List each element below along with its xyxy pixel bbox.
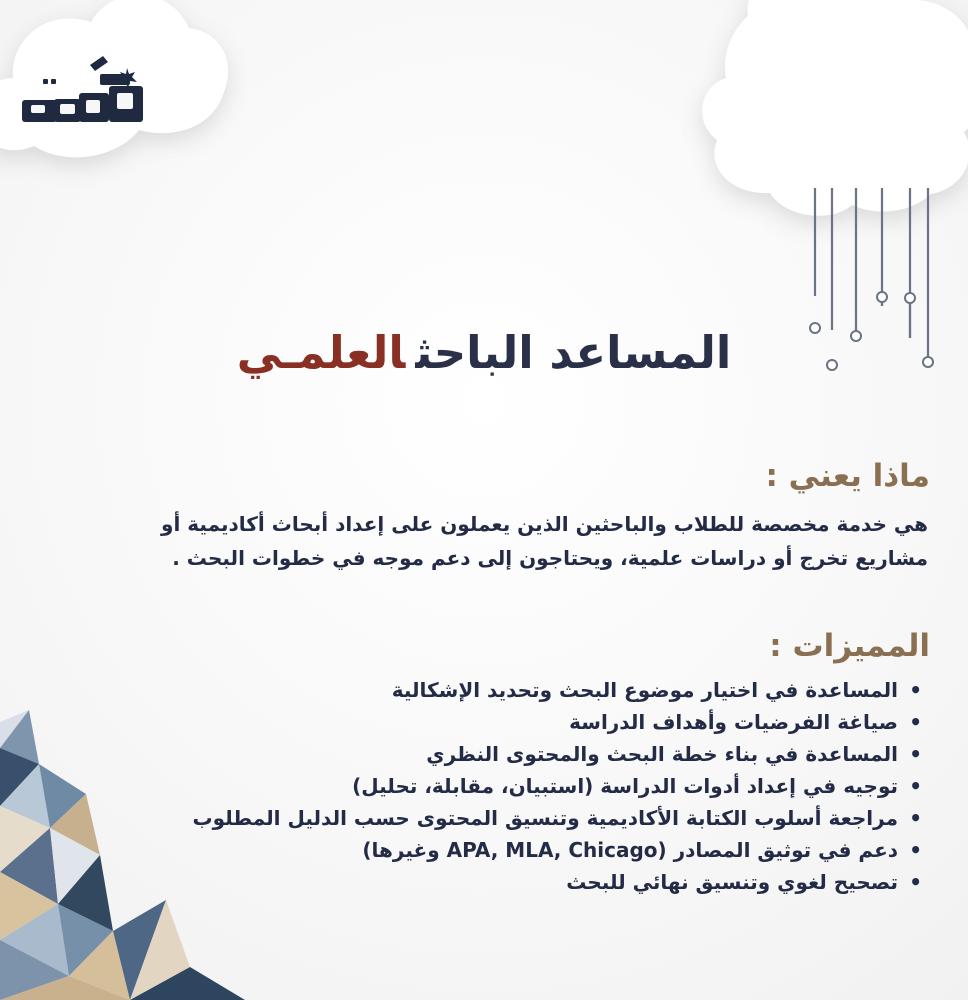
feature-item: • المساعدة في اختيار موضوع البحث وتحديد الإشكالية xyxy=(162,674,922,706)
feature-item: • توجيه في إعداد أدوات الدراسة (استبيان، مقابلة، تحليل) xyxy=(162,770,922,802)
features-list xyxy=(162,674,922,898)
intro-paragraph: هي خدمة مخصصة للطلاب والباحثين الذين يعملون على إعداد أبحاث أكاديمية أو مشاريع تخرج أو دراسات علمية، ويحتاجون إلى دعم موجه في خطوات البحث . xyxy=(161,512,928,570)
decorative-triangles xyxy=(0,710,245,1000)
feature-item: • تصحيح لغوي وتنسيق نهائي للبحث xyxy=(162,866,922,898)
title-accent-text: العلمـي xyxy=(236,326,406,379)
feature-item: • صياغة الفرضيات وأهداف الدراسة xyxy=(162,706,922,738)
feature-item: • دعم في توثيق المصادر (APA, MLA, Chicago وغيرها) xyxy=(162,834,922,866)
features-heading: المميزات : xyxy=(769,628,930,664)
brand-logo xyxy=(20,50,148,130)
means-heading: ماذا يعني : xyxy=(765,458,930,494)
feature-item: • مراجعة أسلوب الكتابة الأكاديمية وتنسيق المحتوى حسب الدليل المطلوب xyxy=(162,802,922,834)
page-title xyxy=(0,328,968,378)
title-main-text: المساعد الباحث xyxy=(415,326,732,379)
feature-item: • المساعدة في بناء خطة البحث والمحتوى النظري xyxy=(162,738,922,770)
